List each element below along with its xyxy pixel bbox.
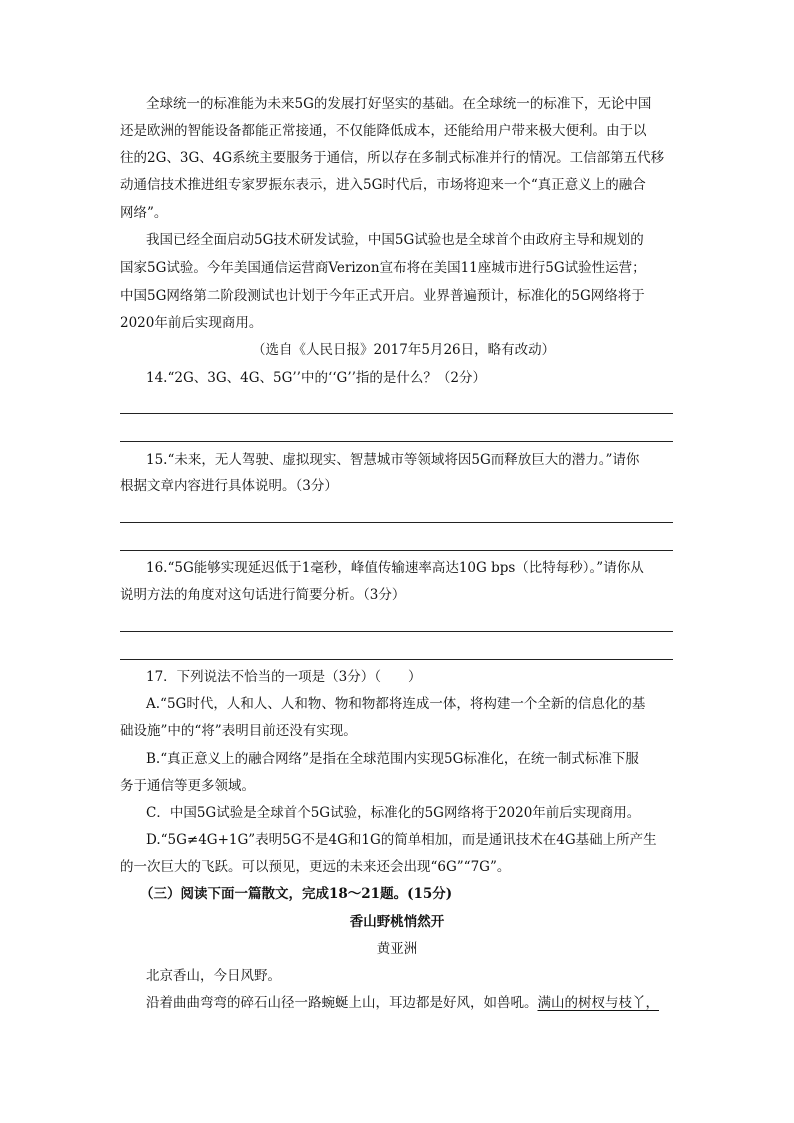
option-d-line-2: 的一次巨大的飞跃。可以预见，更远的未来还会出现“6G”“7G”。: [120, 859, 511, 875]
paragraph-2-line-1: 我国已经全面启动5G技术研发试验，中国5G试验也是全球首个由政府主导和规划的: [146, 232, 644, 248]
paragraph-2-line-4: 2020年前后实现商用。: [120, 315, 263, 331]
answer-line-15b: [120, 550, 673, 551]
paragraph-2-line-2: 国家5G试验。今年美国通信运营商Verizon宣布将在美国11座城市进行5G试验性运营；: [120, 260, 646, 276]
option-b-line-2: 务于通信等更多领域。: [120, 778, 255, 794]
answer-line-16a: [120, 631, 673, 632]
source-citation: （选自《人民日报》2017年5月26日，略有改动）: [252, 342, 556, 358]
essay-author: 黄亚洲: [376, 941, 418, 957]
paragraph-1-line-2: 还是欧洲的智能设备都能正常接通，不仅能降低成本，还能给用户带来极大便利。由于以: [120, 123, 647, 139]
answer-line-15a: [120, 522, 673, 523]
paragraph-1-line-3: 往的2G、3G、4G系统主要服务于通信，所以存在多制式标准并行的情况。工信部第五代移: [120, 150, 665, 166]
question-17: 17．下列说法不恰当的一项是（3分）（ ）: [146, 669, 422, 685]
option-c: C．中国5G试验是全球首个5G试验，标准化的5G网络将于2020年前后实现商用。: [146, 805, 641, 821]
question-16-line-2: 说明方法的角度对这句话进行简要分析。（3分）: [120, 587, 406, 603]
essay-line-2-underlined: 满山的树杈与枝丫，: [537, 995, 659, 1011]
paragraph-2-line-3: 中国5G网络第二阶段测试也计划于今年正式开启。业界普遍预计，标准化的5G网络将于: [120, 288, 645, 304]
option-a-line-2: 础设施”中的“将”表明目前还没有实现。: [120, 723, 357, 739]
section-3-heading: （三）阅读下面一篇散文，完成18～21题。(15分): [140, 886, 453, 902]
question-15-line-1: 15.“未来，无人驾驶、虚拟现实、智慧城市等领域将因5G而释放巨大的潜力。”请你: [146, 452, 640, 468]
option-a-line-1: A.“5G时代，人和人、人和物、物和物都将连成一体，将构建一个全新的信息化的基: [146, 696, 646, 712]
option-b-line-1: B.“真正意义上的融合网络”是指在全球范围内实现5G标准化，在统一制式标准下服: [146, 751, 639, 767]
option-d-line-1: D.“5G≠4G+1G”表明5G不是4G和1G的简单相加，而是通讯技术在4G基础上所产生: [146, 832, 657, 848]
question-16-line-1: 16.“5G能够实现延迟低于1毫秒，峰值传输速率高达10G bps（比特每秒）。”请你从: [146, 560, 644, 576]
answer-line-14a: [120, 413, 673, 414]
question-15-line-2: 根据文章内容进行具体说明。（3分）: [120, 478, 338, 494]
paragraph-1-line-1: 全球统一的标准能为未来5G的发展打好坚实的基础。在全球统一的标准下，无论中国: [146, 96, 652, 112]
essay-title: 香山野桃悄然开: [349, 914, 445, 930]
paragraph-1-line-5: 网络”。: [120, 205, 168, 221]
essay-line-2: [146, 993, 659, 1013]
essay-line-1: 北京香山，今日风野。: [146, 968, 281, 984]
question-14: 14.“2G、3G、4G、5G’’中的‘‘G’’指的是什么？（2分）: [146, 370, 486, 386]
answer-line-14b: [120, 441, 673, 442]
answer-line-16b: [120, 659, 673, 660]
essay-line-2-text: 沿着曲曲弯弯的碎石山径一路蜿蜒上山，耳边都是好风，如兽吼。: [146, 995, 538, 1011]
paragraph-1-line-4: 动通信技术推进组专家罗振东表示，进入5G时代后，市场将迎来一个“真正意义上的融合: [120, 177, 646, 193]
